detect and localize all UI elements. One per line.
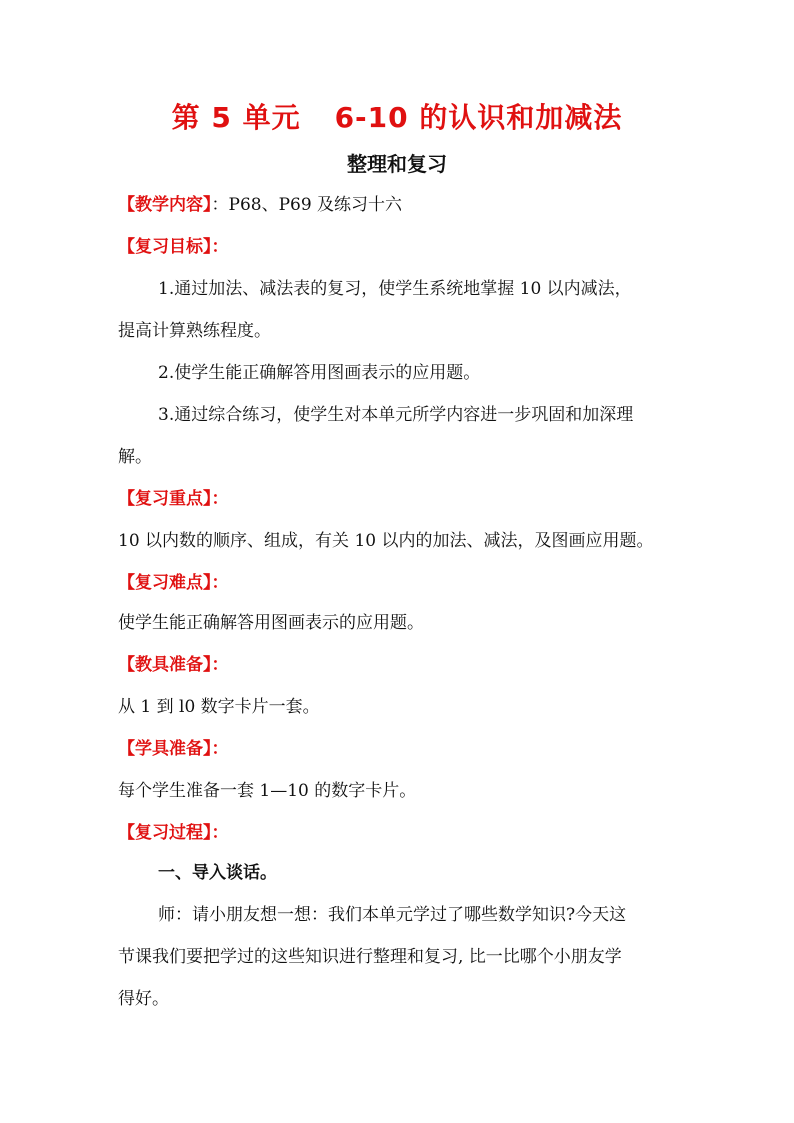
student-tools-label: 【学具准备】	[118, 739, 212, 759]
key-points-text: 10 以内数的顺序、组成，有关 10 以内的加法、减法，及图画应用题。	[118, 531, 654, 551]
goal-item-1-line-2: 提高计算熟练程度。	[118, 321, 271, 341]
teaching-content-line	[118, 190, 688, 215]
goals-colon: ：	[211, 237, 229, 257]
goals-heading	[118, 232, 688, 257]
goal-item-1-line-1: 1.通过加法、减法表的复习，使学生系统地掌握 10 以内减法，	[158, 279, 632, 299]
difficulties-heading	[118, 568, 688, 593]
goal-item-2: 2.使学生能正确解答用图画表示的应用题。	[158, 363, 481, 383]
process-label: 【复习过程】	[118, 823, 212, 843]
key-points-heading	[118, 484, 688, 509]
process-colon: ：	[211, 823, 229, 843]
teacher-tools-colon: ：	[211, 655, 229, 675]
key-points-colon: ：	[211, 489, 229, 509]
process-paragraph-line-2: 节课我们要把学过的这些知识进行整理和复习, 比一比哪个小朋友学	[118, 947, 622, 967]
goal-item-3-line-2: 解。	[118, 447, 152, 467]
process-heading	[118, 818, 688, 843]
goal-item-3-line-1: 3.通过综合练习，使学生对本单元所学内容进一步巩固和加深理	[158, 405, 634, 425]
student-tools-heading	[118, 734, 688, 759]
difficulties-label: 【复习难点】	[118, 573, 212, 593]
key-points-label: 【复习重点】	[118, 489, 212, 509]
teaching-content-text: ：P68、P69 及练习十六	[211, 195, 403, 215]
goals-label: 【复习目标】	[118, 237, 212, 257]
title-topic: 6-10 的认识和加减法	[334, 101, 623, 134]
difficulties-text: 使学生能正确解答用图画表示的应用题。	[118, 613, 424, 633]
page-subtitle: 整理和复习	[347, 152, 447, 176]
teacher-tools-text: 从 1 到 l0 数字卡片一套。	[118, 697, 320, 717]
teacher-tools-label: 【教具准备】	[118, 655, 212, 675]
difficulties-colon: ：	[211, 573, 229, 593]
process-paragraph-line-3: 得好。	[118, 989, 169, 1009]
page-title	[0, 96, 794, 136]
process-section-1-title: 一、导入谈话。	[158, 863, 277, 883]
teaching-content-label: 【教学内容】	[118, 195, 212, 215]
title-unit: 第 5 单元	[171, 101, 301, 134]
process-paragraph-line-1: 师：请小朋友想一想：我们本单元学过了哪些数学知识?今天这	[158, 905, 627, 925]
teacher-tools-heading	[118, 650, 688, 675]
student-tools-colon: ：	[211, 739, 229, 759]
student-tools-text: 每个学生准备一套 1—10 的数字卡片。	[118, 781, 417, 801]
